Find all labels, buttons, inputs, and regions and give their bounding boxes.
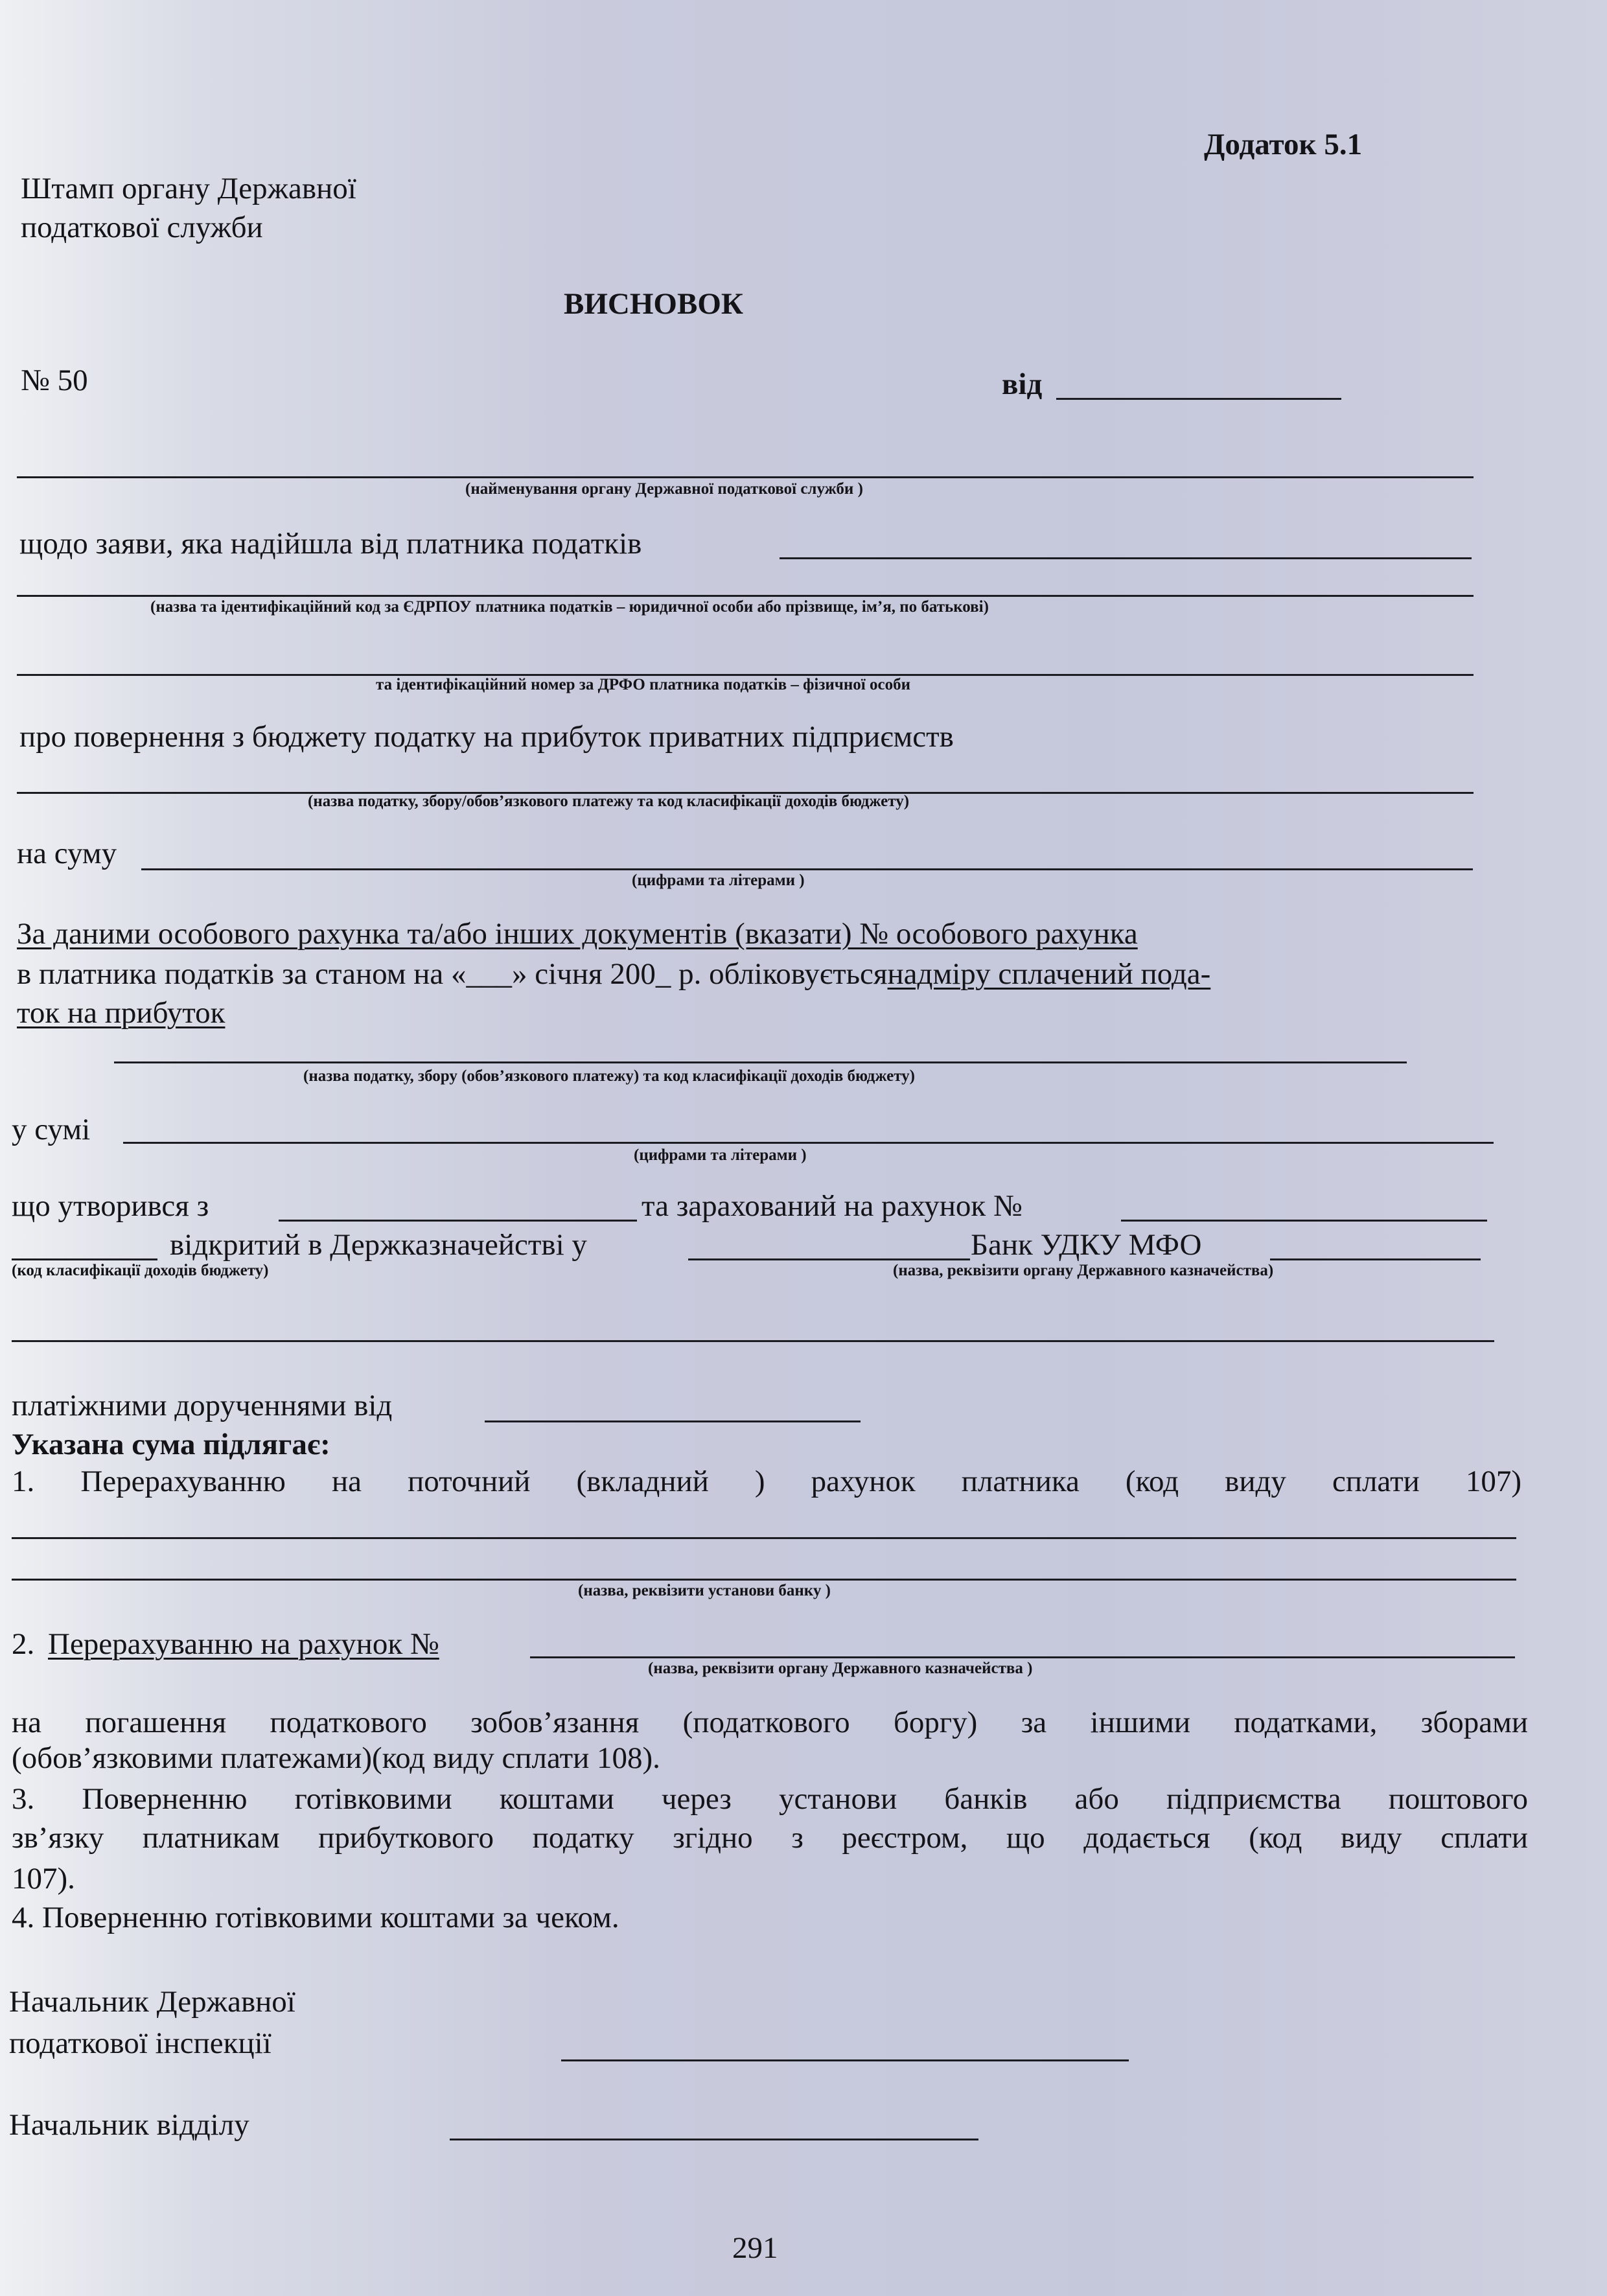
- item-2-number: 2.: [12, 1627, 35, 1661]
- item-2-cont-2: (обов’язковими платежами)(код виду сплати 108).: [12, 1741, 660, 1775]
- refund-text: про повернення з бюджету податку на прибуток приватних підприємств: [19, 720, 954, 754]
- document-number: № 50: [21, 364, 88, 397]
- formed-from-line: [279, 1220, 637, 1222]
- payer-line-1: [17, 595, 1474, 597]
- amount-fill-line: [141, 868, 1473, 870]
- caption-treasury-organ: (назва, реквізити органу Державного казначейства): [893, 1262, 1274, 1279]
- status-pre: в платника податків за станом на «___» січня 200_ р. обліковується: [17, 957, 888, 991]
- caption-amount-1: (цифрами та літерами ): [632, 872, 805, 889]
- caption-bank: (назва, реквізити установи банку ): [578, 1582, 831, 1599]
- date-fill-line: [1056, 398, 1341, 400]
- mfo-fill-line: [1270, 1258, 1481, 1260]
- head-title-line-2: податкової інспекції: [9, 2026, 272, 2060]
- head-signature-line: [561, 2059, 1129, 2061]
- treasury-line-2: [12, 1340, 1494, 1342]
- item-4-text: 4. Поверненню готівковими коштами за чеком.: [12, 1901, 619, 1934]
- caption-treasury-organ-2: (назва, реквізити органу Державного казначейства ): [648, 1660, 1033, 1677]
- dept-head-label: Начальник відділу: [9, 2108, 249, 2142]
- in-amount-fill-line: [123, 1142, 1494, 1144]
- in-amount-label: у сумі: [12, 1113, 91, 1146]
- caption-payer-legal: (назва та ідентифікаційний код за ЄДРПОУ платника податків – юридичної особи або прізвище, ім’я, по батькові): [150, 598, 989, 616]
- caption-tax-name-2: (назва податку, збору (обов’язкового платежу) та код класифікації доходів бюджету): [303, 1067, 915, 1085]
- caption-organ-name: (найменування органу Державної податкової служби ): [465, 480, 863, 498]
- account-data-text: За даними особового рахунка та/або інших документів (вказати) № особового рахунка: [17, 917, 1138, 951]
- item-1-text: 1. Перерахуванню на поточний (вкладний ) рахунок платника (код виду сплати 107): [12, 1465, 1521, 1498]
- item-2-account-line: [530, 1656, 1515, 1658]
- bank-udku-label: Банк УДКУ МФО: [971, 1228, 1202, 1262]
- payment-orders-label: платіжними дорученнями від: [12, 1389, 393, 1422]
- treasury-fill-line: [688, 1258, 970, 1260]
- payer-fill-line: [780, 557, 1472, 559]
- item-2-cont-1: на погашення податкового зобов’язання (податкового боргу) за іншими податками, зборами: [12, 1706, 1528, 1739]
- caption-payer-individual: та ідентифікаційний номер за ДРФО платника податків – фізичної особи: [376, 676, 910, 693]
- status-overpaid: надміру сплачений пода-: [887, 957, 1211, 991]
- caption-tax-name-1: (назва податку, збору/обов’язкового платежу та код класифікації доходів бюджету): [308, 793, 910, 810]
- tax-name-line-2: [114, 1061, 1407, 1063]
- bank-line-2: [12, 1579, 1516, 1581]
- formed-from-label: що утворився з: [12, 1189, 209, 1223]
- status-overpaid-cont: ток на прибуток: [17, 996, 225, 1030]
- stamp-line-1: Штамп органу Державної: [21, 172, 356, 205]
- subject-heading: Указана сума підлягає:: [12, 1428, 330, 1461]
- item-3-line-3: 107).: [12, 1862, 75, 1896]
- stamp-line-2: податкової служби: [21, 211, 263, 244]
- bank-line-1: [12, 1537, 1516, 1539]
- item-3-line-1: 3. Поверненню готівковими коштами через установи банків або підприємства поштового: [12, 1782, 1528, 1816]
- account-number-line: [1121, 1220, 1487, 1222]
- appendix-label: Додаток 5.1: [1204, 128, 1363, 161]
- budget-code-line: [12, 1258, 157, 1260]
- payment-orders-line: [485, 1421, 861, 1422]
- application-label: щодо заяви, яка надійшла від платника податків: [19, 527, 642, 561]
- caption-budget-code: (код класифікації доходів бюджету): [12, 1262, 269, 1279]
- status-text: [17, 959, 1210, 990]
- page-number: 291: [732, 2231, 778, 2265]
- caption-amount-2: (цифрами та літерами ): [634, 1146, 807, 1164]
- dept-head-signature-line: [450, 2139, 978, 2140]
- document-title: ВИСНОВОК: [564, 287, 743, 321]
- date-label: від: [1002, 367, 1043, 401]
- item-2-text: Перерахуванню на рахунок №: [48, 1627, 439, 1661]
- organ-name-line: [17, 476, 1474, 478]
- credited-to-label: та зарахований на рахунок №: [642, 1189, 1023, 1223]
- opened-in-label: відкритий в Держказначействі у: [170, 1228, 587, 1262]
- amount-label: на суму: [17, 837, 117, 870]
- head-title-line-1: Начальник Державної: [9, 1985, 295, 2019]
- item-3-line-2: зв’язку платникам прибуткового податку згідно з реєстром, що додається (код виду сплати: [12, 1821, 1528, 1855]
